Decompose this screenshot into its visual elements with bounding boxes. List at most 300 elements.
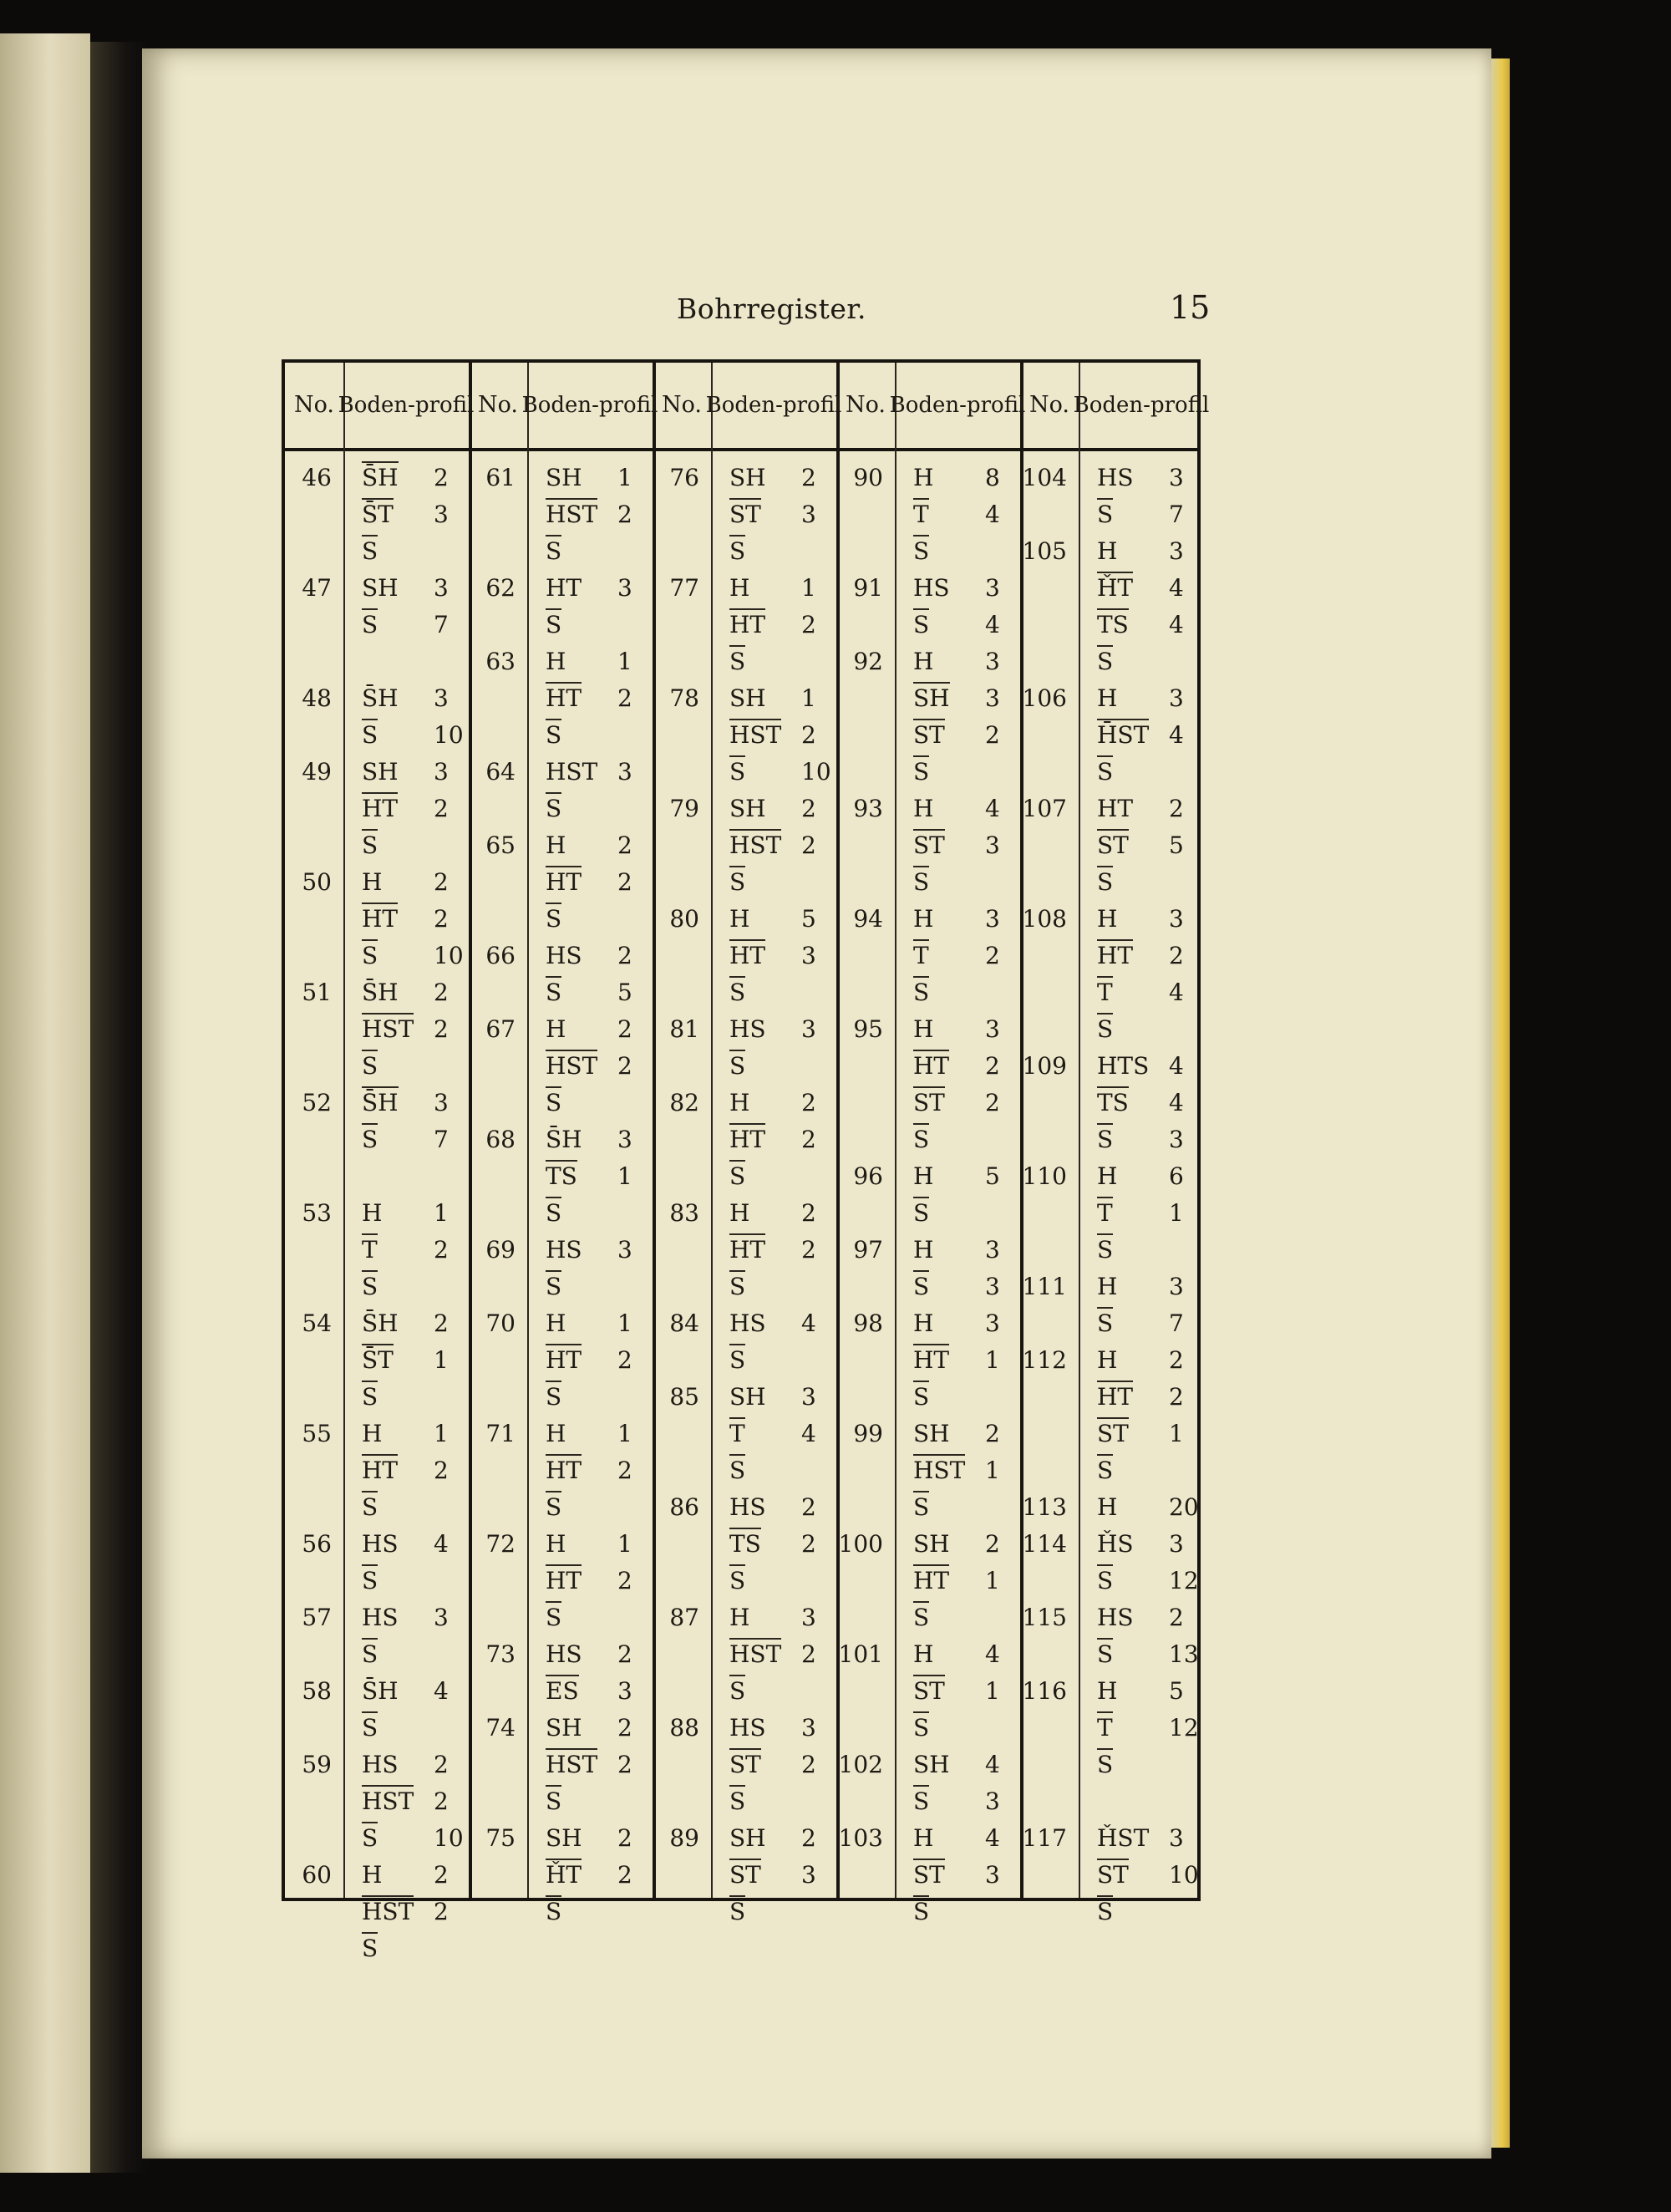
- entry-number: 53: [302, 1199, 332, 1227]
- soil-layer-depth: 2: [617, 1015, 632, 1043]
- soil-layer-depth: 1: [434, 1199, 449, 1227]
- soil-layer-label: HS: [546, 1236, 582, 1264]
- soil-layer-depth: 2: [434, 979, 449, 1006]
- soil-layer-label: ST: [729, 1748, 761, 1780]
- entry-number: 63: [485, 648, 516, 675]
- entry-number: 67: [485, 1015, 516, 1043]
- soil-layer-label: S̄H: [362, 1086, 399, 1118]
- entry-number: 87: [669, 1604, 699, 1631]
- soil-layer-depth: 5: [985, 1162, 1000, 1190]
- soil-layer-depth: 2: [434, 1898, 449, 1925]
- soil-layer-depth: 3: [985, 1273, 1000, 1300]
- soil-layer-label: HS: [729, 1493, 766, 1521]
- soil-layer-label: HST: [546, 498, 597, 530]
- soil-layer-depth: 2: [985, 721, 1000, 749]
- entry-number: 95: [853, 1015, 883, 1043]
- soil-layer-depth: 2: [434, 868, 449, 896]
- entry-number: 50: [302, 868, 332, 896]
- soil-layer-label: H: [1097, 1346, 1118, 1374]
- soil-layer-depth: 7: [1169, 501, 1184, 528]
- header-bodenprofil-line1: Boden-: [338, 393, 415, 418]
- entry-number: 85: [669, 1383, 699, 1411]
- soil-layer-label: H: [546, 1015, 566, 1043]
- soil-layer-label: ST: [913, 1086, 945, 1118]
- soil-layer-label: S: [729, 1050, 745, 1081]
- header-bodenprofil-line1: Boden-: [889, 393, 967, 418]
- soil-layer-label: ȞT: [546, 1859, 582, 1890]
- soil-layer-depth: 4: [1169, 574, 1184, 602]
- soil-layer-depth: 7: [434, 1126, 449, 1153]
- entry-number: 74: [485, 1714, 516, 1742]
- entry-number: 48: [302, 684, 332, 712]
- soil-layer-depth: 2: [434, 795, 449, 822]
- soil-layer-label: S: [362, 829, 378, 861]
- soil-layer-depth: 3: [985, 1309, 1000, 1337]
- soil-layer-depth: 3: [801, 1861, 816, 1889]
- soil-layer-depth: 4: [1169, 1089, 1184, 1116]
- soil-layer-depth: 1: [801, 574, 816, 602]
- entry-number: 58: [302, 1677, 332, 1705]
- soil-layer-depth: 1: [985, 1346, 1000, 1374]
- soil-layer-depth: 2: [434, 1236, 449, 1264]
- soil-layer-depth: 2: [617, 1824, 632, 1852]
- soil-layer-depth: 3: [1169, 1824, 1184, 1852]
- soil-layer-depth: 2: [617, 1640, 632, 1668]
- soil-layer-depth: 1: [617, 648, 632, 675]
- header-bodenprofil-line2: profil: [414, 393, 475, 418]
- soil-layer-depth: 5: [1169, 831, 1184, 859]
- soil-layer-depth: 2: [617, 1751, 632, 1778]
- soil-layer-label: HT: [913, 1050, 949, 1081]
- soil-layer-label: SH: [913, 1420, 950, 1447]
- soil-layer-depth: 3: [434, 758, 449, 786]
- soil-layer-label: S: [729, 1785, 745, 1817]
- soil-layer-label: ES: [546, 1675, 579, 1706]
- soil-layer-label: S̄H: [362, 461, 399, 493]
- soil-layer-label: S̄H: [362, 1677, 399, 1705]
- header-bodenprofil: [705, 363, 842, 448]
- soil-layer-label: S: [1097, 866, 1113, 898]
- soil-layer-depth: 2: [1169, 795, 1184, 822]
- soil-layer-label: H: [913, 795, 934, 822]
- soil-layer-depth: 4: [985, 1640, 1000, 1668]
- no-column-rule: [1079, 363, 1080, 1898]
- soil-layer-label: HT: [1097, 795, 1134, 822]
- soil-layer-label: HT: [362, 903, 398, 934]
- soil-layer-label: H: [546, 1309, 566, 1337]
- column-group-rule: [1020, 363, 1023, 1898]
- soil-layer-depth: 2: [617, 1052, 632, 1080]
- header-no: No.: [662, 392, 702, 418]
- no-column-rule: [711, 363, 713, 1898]
- soil-layer-depth: 2: [801, 795, 816, 822]
- soil-layer-depth: 2: [1169, 1383, 1184, 1411]
- soil-layer-depth: 2: [985, 1052, 1000, 1080]
- soil-layer-label: HST: [729, 829, 781, 861]
- header-no: No.: [1029, 392, 1069, 418]
- soil-layer-depth: 1: [985, 1677, 1000, 1705]
- header-bodenprofil-line2: profil: [966, 393, 1026, 418]
- soil-layer-label: H: [729, 905, 750, 933]
- soil-layer-label: T: [362, 1233, 378, 1265]
- soil-layer-depth: 2: [617, 868, 632, 896]
- soil-layer-label: S: [913, 1785, 929, 1817]
- soil-layer-label: HT: [362, 1454, 398, 1486]
- soil-layer-label: HS: [729, 1714, 766, 1742]
- soil-layer-label: SH: [362, 574, 399, 602]
- soil-layer-label: S: [729, 1895, 745, 1927]
- soil-layer-depth: 2: [985, 1420, 1000, 1447]
- soil-layer-label: T: [1097, 1711, 1113, 1743]
- soil-layer-label: HST: [546, 1050, 597, 1081]
- entry-number: 99: [853, 1420, 883, 1447]
- soil-layer-depth: 4: [434, 1677, 449, 1705]
- entry-number: 71: [485, 1420, 516, 1447]
- soil-layer-label: H: [913, 648, 934, 675]
- soil-layer-label: SH: [546, 1824, 582, 1852]
- soil-layer-label: S: [546, 1601, 561, 1633]
- soil-layer-label: HT: [729, 1233, 765, 1265]
- soil-layer-label: ȞST: [1097, 1824, 1150, 1852]
- soil-layer-depth: 3: [434, 574, 449, 602]
- header-rule: [285, 448, 1197, 451]
- soil-layer-label: S: [913, 1711, 929, 1743]
- soil-layer-label: ȞS: [1097, 1530, 1134, 1558]
- soil-layer-label: S: [546, 976, 561, 1008]
- soil-layer-label: S: [729, 866, 745, 898]
- soil-layer-depth: 3: [985, 1787, 1000, 1815]
- soil-layer-depth: 2: [1169, 942, 1184, 969]
- entry-number: 96: [853, 1162, 883, 1190]
- soil-layer-depth: 2: [617, 1457, 632, 1484]
- soil-layer-label: S: [913, 1601, 929, 1633]
- header-no: No.: [478, 392, 518, 418]
- soil-layer-depth: 2: [434, 1015, 449, 1043]
- soil-layer-depth: 2: [801, 1126, 816, 1153]
- soil-layer-depth: 2: [801, 1199, 816, 1227]
- entry-number: 82: [669, 1089, 699, 1116]
- soil-layer-label: HT: [546, 1564, 582, 1596]
- soil-layer-label: S: [362, 1050, 378, 1081]
- soil-layer-label: S: [729, 1454, 745, 1486]
- soil-layer-label: HT: [546, 1344, 582, 1376]
- soil-layer-depth: 3: [801, 1015, 816, 1043]
- soil-layer-depth: 10: [1169, 1861, 1199, 1889]
- soil-layer-label: H: [729, 1089, 750, 1116]
- soil-layer-label: TS: [1097, 608, 1129, 640]
- soil-layer-label: HS: [362, 1751, 399, 1778]
- soil-layer-depth: 2: [985, 1530, 1000, 1558]
- soil-layer-depth: 2: [434, 1457, 449, 1484]
- soil-layer-depth: 3: [801, 1714, 816, 1742]
- soil-layer-label: HTS: [1097, 1052, 1150, 1080]
- entry-number: 72: [485, 1530, 516, 1558]
- entry-number: 114: [1022, 1530, 1067, 1558]
- entry-number: 51: [302, 979, 332, 1006]
- soil-layer-label: S: [729, 645, 745, 677]
- soil-layer-depth: 2: [801, 611, 816, 638]
- entry-number: 98: [853, 1309, 883, 1337]
- entry-number: 65: [485, 831, 516, 859]
- soil-layer-label: HST: [362, 1013, 414, 1045]
- soil-layer-label: S: [913, 976, 929, 1008]
- soil-layer-depth: 1: [985, 1567, 1000, 1594]
- soil-layer-label: H: [362, 868, 383, 896]
- header-bodenprofil-line1: Boden-: [1073, 393, 1150, 418]
- soil-layer-depth: 3: [801, 942, 816, 969]
- soil-layer-depth: 2: [434, 905, 449, 933]
- soil-layer-label: S̄T: [362, 1344, 394, 1376]
- soil-layer-depth: 2: [1169, 1346, 1184, 1374]
- entry-number: 115: [1022, 1604, 1067, 1631]
- soil-layer-label: S: [362, 1123, 378, 1155]
- entry-number: 68: [485, 1126, 516, 1153]
- soil-layer-label: S: [546, 719, 561, 750]
- soil-layer-depth: 5: [617, 979, 632, 1006]
- soil-layer-label: S: [1097, 498, 1113, 530]
- soil-layer-label: TS: [729, 1528, 761, 1559]
- soil-layer-label: S: [1097, 755, 1113, 787]
- no-column-rule: [343, 363, 345, 1898]
- soil-layer-label: T: [913, 939, 929, 971]
- soil-layer-depth: 3: [985, 831, 1000, 859]
- entry-number: 77: [669, 574, 699, 602]
- soil-layer-label: SH: [913, 1530, 950, 1558]
- soil-layer-depth: 3: [617, 1677, 632, 1705]
- soil-layer-label: S: [913, 1381, 929, 1412]
- soil-layer-label: S: [729, 755, 745, 787]
- soil-layer-depth: 1: [617, 1530, 632, 1558]
- soil-layer-label: S̄T: [362, 498, 394, 530]
- soil-layer-label: ȞT: [1097, 572, 1133, 603]
- soil-layer-label: ST: [729, 498, 761, 530]
- header-bodenprofil-line2: profil: [1150, 393, 1210, 418]
- soil-layer-depth: 3: [985, 684, 1000, 712]
- entry-number: 64: [485, 758, 516, 786]
- soil-layer-depth: 2: [617, 501, 632, 528]
- soil-layer-label: S: [729, 1344, 745, 1376]
- soil-layer-label: S: [1097, 1013, 1113, 1045]
- soil-layer-label: H: [1097, 1677, 1118, 1705]
- soil-layer-depth: 3: [617, 758, 632, 786]
- soil-layer-label: ST: [1097, 1417, 1129, 1449]
- soil-layer-label: HT: [729, 1123, 765, 1155]
- soil-layer-depth: 5: [1169, 1677, 1184, 1705]
- soil-layer-label: HS: [362, 1604, 399, 1631]
- soil-layer-depth: 1: [617, 1162, 632, 1190]
- soil-layer-label: S: [1097, 645, 1113, 677]
- soil-layer-label: SH: [546, 1714, 582, 1742]
- soil-layer-label: H: [1097, 537, 1118, 565]
- soil-layer-label: S: [546, 903, 561, 934]
- soil-layer-depth: 10: [801, 758, 831, 786]
- header-bodenprofil: [1073, 363, 1210, 448]
- soil-layer-label: H: [913, 1309, 934, 1337]
- soil-layer-label: S: [362, 1711, 378, 1743]
- soil-layer-label: S: [362, 1491, 378, 1523]
- soil-layer-depth: 2: [801, 721, 816, 749]
- soil-layer-depth: 3: [985, 1236, 1000, 1264]
- entry-number: 62: [485, 574, 516, 602]
- soil-layer-depth: 3: [434, 501, 449, 528]
- soil-layer-label: H: [546, 1420, 566, 1447]
- running-title: Bohrregister.: [677, 292, 866, 325]
- entry-number: 117: [1022, 1824, 1067, 1852]
- header-bodenprofil: [521, 363, 658, 448]
- soil-layer-label: S: [1097, 1454, 1113, 1486]
- soil-layer-label: ST: [913, 1675, 945, 1706]
- entry-number: 111: [1022, 1273, 1067, 1300]
- soil-layer-label: S: [546, 1785, 561, 1817]
- entry-number: 55: [302, 1420, 332, 1447]
- soil-layer-depth: 3: [1169, 1273, 1184, 1300]
- soil-layer-label: S: [1097, 1564, 1113, 1596]
- soil-layer-depth: 2: [801, 1089, 816, 1116]
- soil-layer-depth: 3: [434, 684, 449, 712]
- soil-layer-depth: 4: [985, 795, 1000, 822]
- soil-layer-label: S: [362, 1932, 378, 1964]
- soil-layer-label: SH: [913, 1751, 950, 1778]
- soil-layer-label: HST: [913, 1454, 965, 1486]
- soil-layer-depth: 2: [985, 1089, 1000, 1116]
- soil-layer-label: S: [913, 755, 929, 787]
- soil-layer-label: S: [362, 719, 378, 750]
- soil-layer-label: HST: [546, 758, 598, 786]
- entry-number: 56: [302, 1530, 332, 1558]
- soil-layer-depth: 2: [801, 1824, 816, 1852]
- soil-layer-depth: 4: [1169, 721, 1184, 749]
- soil-layer-label: T: [1097, 1197, 1113, 1228]
- soil-layer-label: S: [913, 866, 929, 898]
- soil-layer-label: SH: [729, 1824, 766, 1852]
- entry-number: 57: [302, 1604, 332, 1631]
- entry-number: 105: [1022, 537, 1067, 565]
- soil-layer-label: HST: [546, 1748, 597, 1780]
- entry-number: 78: [669, 684, 699, 712]
- header-bodenprofil: [889, 363, 1026, 448]
- soil-layer-label: HT: [913, 1564, 949, 1596]
- soil-layer-label: H̄ST: [1097, 719, 1149, 750]
- soil-layer-label: H: [546, 1530, 566, 1558]
- soil-layer-label: S: [546, 1491, 561, 1523]
- soil-layer-label: HT: [1097, 1381, 1133, 1412]
- soil-layer-label: T: [729, 1417, 745, 1449]
- soil-layer-depth: 2: [617, 831, 632, 859]
- entry-number: 66: [485, 942, 516, 969]
- soil-layer-label: S: [362, 1638, 378, 1670]
- soil-layer-label: S: [913, 535, 929, 567]
- book-binding: [90, 42, 149, 2173]
- soil-layer-label: S: [546, 608, 561, 640]
- soil-layer-label: HST: [362, 1785, 414, 1817]
- soil-layer-depth: 3: [1169, 1530, 1184, 1558]
- soil-layer-depth: 5: [801, 905, 816, 933]
- soil-layer-label: H: [913, 1236, 934, 1264]
- soil-layer-label: H: [913, 1824, 934, 1852]
- soil-layer-depth: 1: [985, 1457, 1000, 1484]
- soil-layer-depth: 2: [801, 1236, 816, 1264]
- soil-layer-label: ST: [913, 829, 945, 861]
- soil-layer-label: H: [362, 1199, 383, 1227]
- entry-number: 107: [1022, 795, 1067, 822]
- soil-layer-label: H: [913, 1015, 934, 1043]
- soil-layer-label: S: [546, 1381, 561, 1412]
- soil-layer-depth: 20: [1169, 1493, 1199, 1521]
- soil-layer-label: S: [913, 1491, 929, 1523]
- soil-layer-depth: 2: [434, 464, 449, 491]
- soil-layer-depth: 6: [1169, 1162, 1184, 1190]
- entry-number: 100: [838, 1530, 883, 1558]
- soil-layer-depth: 10: [434, 1824, 464, 1852]
- soil-layer-depth: 2: [801, 1530, 816, 1558]
- entry-number: 91: [853, 574, 883, 602]
- soil-layer-label: S: [1097, 1123, 1113, 1155]
- soil-layer-label: HST: [729, 1638, 781, 1670]
- soil-layer-label: S: [362, 535, 378, 567]
- soil-layer-label: HS: [729, 1309, 766, 1337]
- soil-layer-label: HT: [546, 1454, 582, 1486]
- soil-layer-label: SH: [362, 758, 399, 786]
- soil-layer-label: HT: [1097, 939, 1133, 971]
- soil-layer-depth: 2: [617, 1861, 632, 1889]
- soil-layer-label: S: [1097, 1748, 1113, 1780]
- entry-number: 90: [853, 464, 883, 491]
- header-no: No.: [846, 392, 886, 418]
- facing-page-edge: [0, 33, 90, 2173]
- soil-layer-depth: 8: [985, 464, 1000, 491]
- soil-layer-depth: 3: [434, 1089, 449, 1116]
- soil-layer-depth: 7: [1169, 1309, 1184, 1337]
- entry-number: 70: [485, 1309, 516, 1337]
- soil-layer-label: H: [729, 574, 750, 602]
- soil-layer-label: S: [1097, 1895, 1113, 1927]
- entry-number: 112: [1022, 1346, 1067, 1374]
- entry-number: 101: [838, 1640, 883, 1668]
- soil-layer-label: S: [729, 976, 745, 1008]
- soil-layer-depth: 2: [1169, 1604, 1184, 1631]
- soil-layer-depth: 3: [801, 1383, 816, 1411]
- soil-layer-depth: 3: [617, 574, 632, 602]
- soil-layer-depth: 2: [434, 1751, 449, 1778]
- soil-layer-label: H: [913, 1640, 934, 1668]
- entry-number: 75: [485, 1824, 516, 1852]
- entry-number: 104: [1022, 464, 1067, 491]
- entry-number: 88: [669, 1714, 699, 1742]
- soil-layer-depth: 4: [985, 501, 1000, 528]
- no-column-rule: [895, 363, 896, 1898]
- soil-layer-label: HT: [729, 608, 765, 640]
- entry-number: 84: [669, 1309, 699, 1337]
- entry-number: 113: [1022, 1493, 1067, 1521]
- soil-layer-label: S: [913, 1197, 929, 1228]
- soil-layer-depth: 3: [801, 1604, 816, 1631]
- soil-layer-depth: 10: [434, 942, 464, 969]
- soil-layer-label: H: [362, 1420, 383, 1447]
- soil-layer-label: S: [362, 1564, 378, 1596]
- bohrregister-table: [282, 359, 1210, 1962]
- soil-layer-label: S: [362, 939, 378, 971]
- soil-layer-label: HT: [546, 866, 582, 898]
- soil-layer-depth: 2: [617, 1346, 632, 1374]
- soil-layer-depth: 1: [434, 1346, 449, 1374]
- soil-layer-label: S: [362, 1822, 378, 1854]
- soil-layer-label: S: [546, 1895, 561, 1927]
- soil-layer-label: S: [729, 1160, 745, 1192]
- soil-layer-depth: 3: [985, 1015, 1000, 1043]
- soil-layer-label: H: [1097, 1162, 1118, 1190]
- soil-layer-depth: 2: [617, 1567, 632, 1594]
- soil-layer-label: ST: [729, 1859, 761, 1890]
